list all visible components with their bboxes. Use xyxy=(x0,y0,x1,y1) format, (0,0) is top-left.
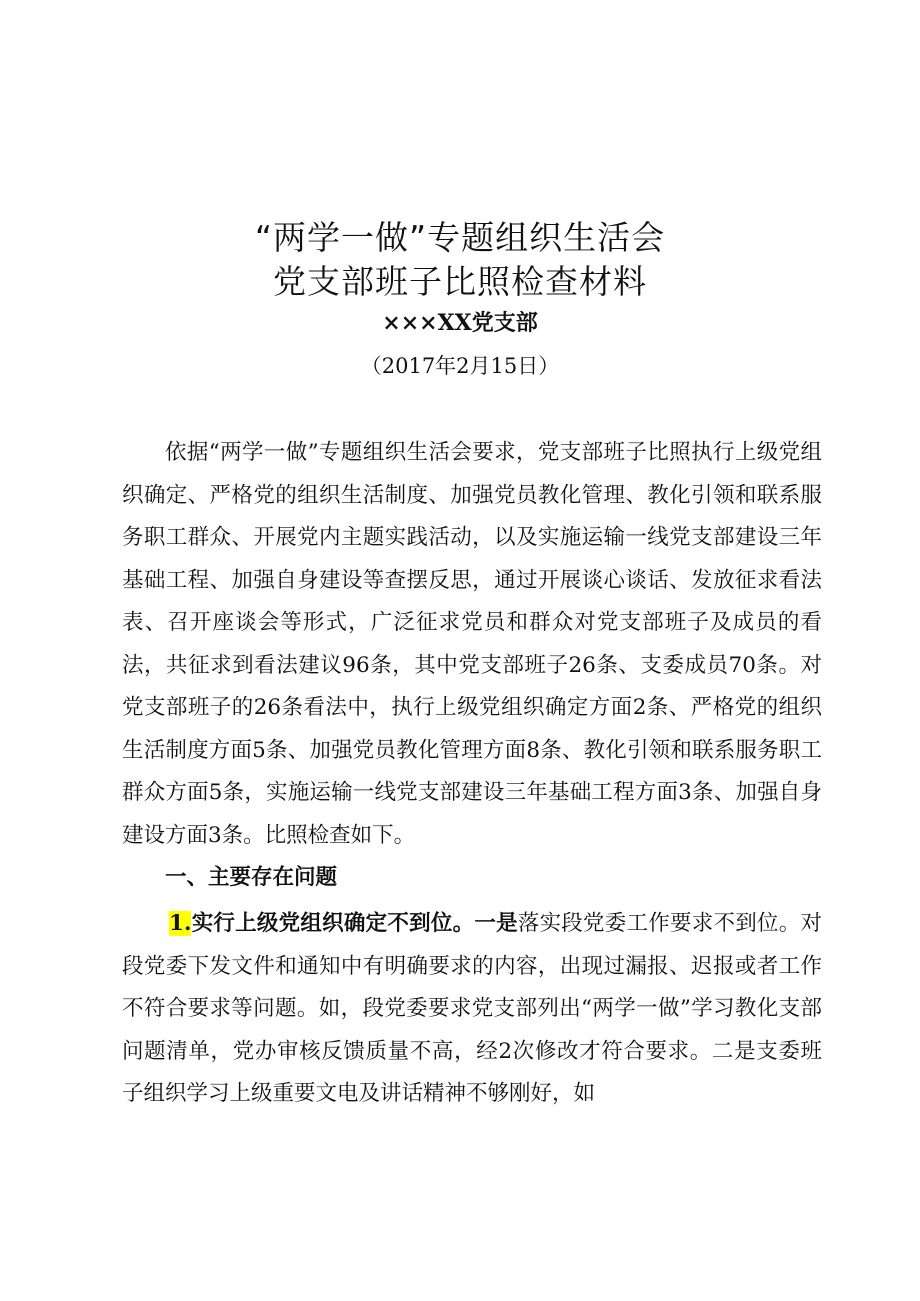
document-title-line-2: 党支部班子比照检查材料 xyxy=(273,262,647,301)
item-1-lead: 一是 xyxy=(474,911,518,936)
intro-paragraph: 依据“两学一做”专题组织生活会要求，党支部班子比照执行上级党组织确定、严格党的组织生活制度、加强党员教化管理、教化引领和联系服务职工群众、开展党内主题实践活动，以及实施运输一线党支部建设三年基础工程、加强自身建设等查摆反思，通过开展谈心谈话、发放征求看法表、召开座谈会等形式，广泛征求党员和群众对党支部班子及成员的看法，共征求到看法建议96条，其中党支部班子26条、支委成员70条。对党支部班子的26条看法中，执行上级党组织确定方面2条、严格党的组织生活制度方面5条、加强党员教化管理方面8条、教化引领和联系服务职工群众方面5条，实施运输一线党支部建设三年基础工程方面3条、加强自身建设方面3条。比照检查如下。 xyxy=(122,440,822,848)
item-1-paragraph xyxy=(122,903,822,1116)
item-1-number-highlight: 1. xyxy=(169,911,192,936)
item-1-heading: 实行上级党组织确定不到位。 xyxy=(191,911,475,936)
organization-name: ×××XX党支部 xyxy=(382,310,538,336)
item-1-text: 落实段党委工作要求不到位。对段党委下发文件和通知中有明确要求的内容，出现过漏报、迟报或者工作不符合要求等问题。如，段党委要求党支部列出“两学一做”学习教化支部问题清单，党办审核反馈质量不高，经2次修改才符合要求。二是支委班子组织学习上级重要文电及讲话精神不够刚好，如 xyxy=(122,911,822,1106)
document-date: （2017年2月15日） xyxy=(360,354,560,378)
document-title-line-1: “两学一做”专题组织生活会 xyxy=(254,218,666,257)
section-heading: 一、主要存在问题 xyxy=(165,865,338,890)
